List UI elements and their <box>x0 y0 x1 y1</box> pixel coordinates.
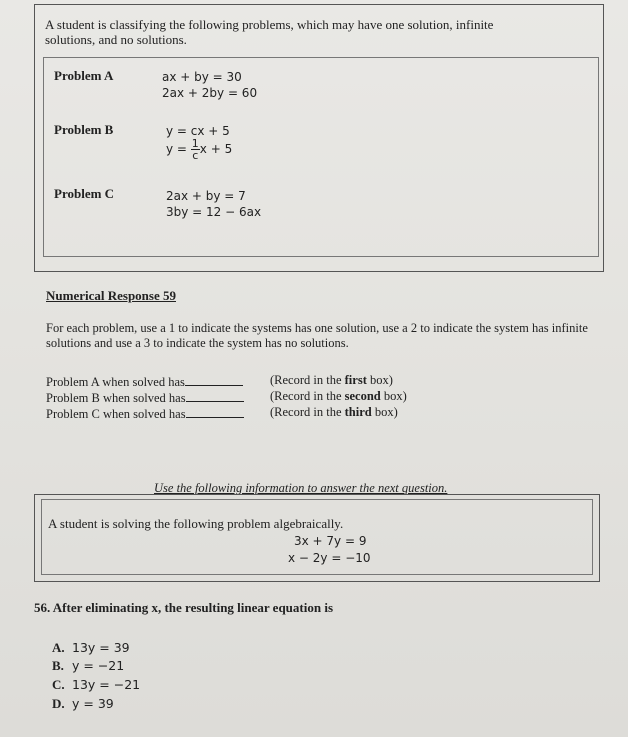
response-row-b <box>46 389 244 406</box>
use-info-line: Use the following information to answer the next question. <box>154 481 448 495</box>
problem-a-eq2: 2ax + 2by = 60 <box>162 86 258 100</box>
answer-blank-c[interactable] <box>186 405 244 418</box>
record-note-b <box>270 389 407 404</box>
choice-d-letter: D. <box>52 696 65 711</box>
algebra-eq1: 3x + 7y = 9 <box>294 534 367 548</box>
response-row-c-text: Problem C when solved has <box>46 407 186 421</box>
choice-c-text: 13y = −21 <box>72 677 141 692</box>
response-row-c <box>46 405 244 422</box>
problem-b-eq2-suffix: x + 5 <box>199 142 233 156</box>
algebra-box-text: A student is solving the following problem algebraically. <box>48 516 344 531</box>
algebra-eq2: x − 2y = −10 <box>288 551 371 565</box>
choice-a-letter: A. <box>52 640 65 655</box>
record-note-c-end: box) <box>371 405 398 419</box>
problem-c-eq1: 2ax + by = 7 <box>166 189 246 203</box>
choice-d-text: y = 39 <box>72 696 114 711</box>
algebra-inner-box <box>41 499 593 575</box>
fraction-denominator: c <box>192 149 199 162</box>
record-note-c <box>270 405 398 420</box>
problem-b-eq2-prefix: y = <box>166 142 191 156</box>
problem-b-eq2 <box>166 138 232 161</box>
answer-blank-a[interactable] <box>185 373 243 386</box>
fraction-numerator: 1 <box>191 137 199 150</box>
problems-box <box>34 4 604 272</box>
numerical-response-instructions: For each problem, use a 1 to indicate the systems has one solution, use a 2 to indicate the system has infinite solutions and use a 3 to indicate the system has no solutions. <box>46 321 588 350</box>
record-note-a-bold: first <box>344 373 367 387</box>
record-note-a-end: box) <box>366 373 393 387</box>
record-note-c-bold: third <box>344 405 372 419</box>
record-note-b-end: box) <box>380 389 407 403</box>
problem-c-label: Problem C <box>54 186 115 201</box>
record-note-b-start: (Record in the <box>270 389 345 403</box>
choice-b-letter: B. <box>52 658 64 673</box>
choice-a-text: 13y = 39 <box>72 640 130 655</box>
problem-b-eq1: y = cx + 5 <box>166 124 230 138</box>
fraction <box>191 138 200 161</box>
problem-b-label: Problem B <box>54 122 114 137</box>
choice-b[interactable] <box>52 658 124 674</box>
choice-b-text: y = −21 <box>72 658 125 673</box>
choice-a[interactable] <box>52 640 130 656</box>
choice-c[interactable] <box>52 677 140 693</box>
problem-a-eq1: ax + by = 30 <box>162 70 242 84</box>
problem-a-label: Problem A <box>54 68 114 83</box>
answer-blank-b[interactable] <box>186 389 244 402</box>
numerical-response-title: Numerical Response 59 <box>46 288 176 303</box>
choice-c-letter: C. <box>52 677 65 692</box>
response-row-a-text: Problem A when solved has <box>46 375 185 389</box>
intro-text <box>45 17 585 47</box>
intro-line-1: A student is classifying the following problems, which may have one solution, infinite <box>45 17 494 32</box>
record-note-a-start: (Record in the <box>270 373 345 387</box>
question-56: 56. After eliminating x, the resulting linear equation is <box>34 600 334 615</box>
response-row-b-text: Problem B when solved has <box>46 391 186 405</box>
response-row-a <box>46 373 243 390</box>
problems-inner-box <box>43 57 599 257</box>
intro-line-2: solutions, and no solutions. <box>45 32 187 47</box>
problem-c-eq2: 3by = 12 − 6ax <box>166 205 262 219</box>
record-note-a <box>270 373 393 388</box>
algebra-box <box>34 494 600 582</box>
record-note-c-start: (Record in the <box>270 405 345 419</box>
choice-d[interactable] <box>52 696 114 712</box>
record-note-b-bold: second <box>344 389 381 403</box>
